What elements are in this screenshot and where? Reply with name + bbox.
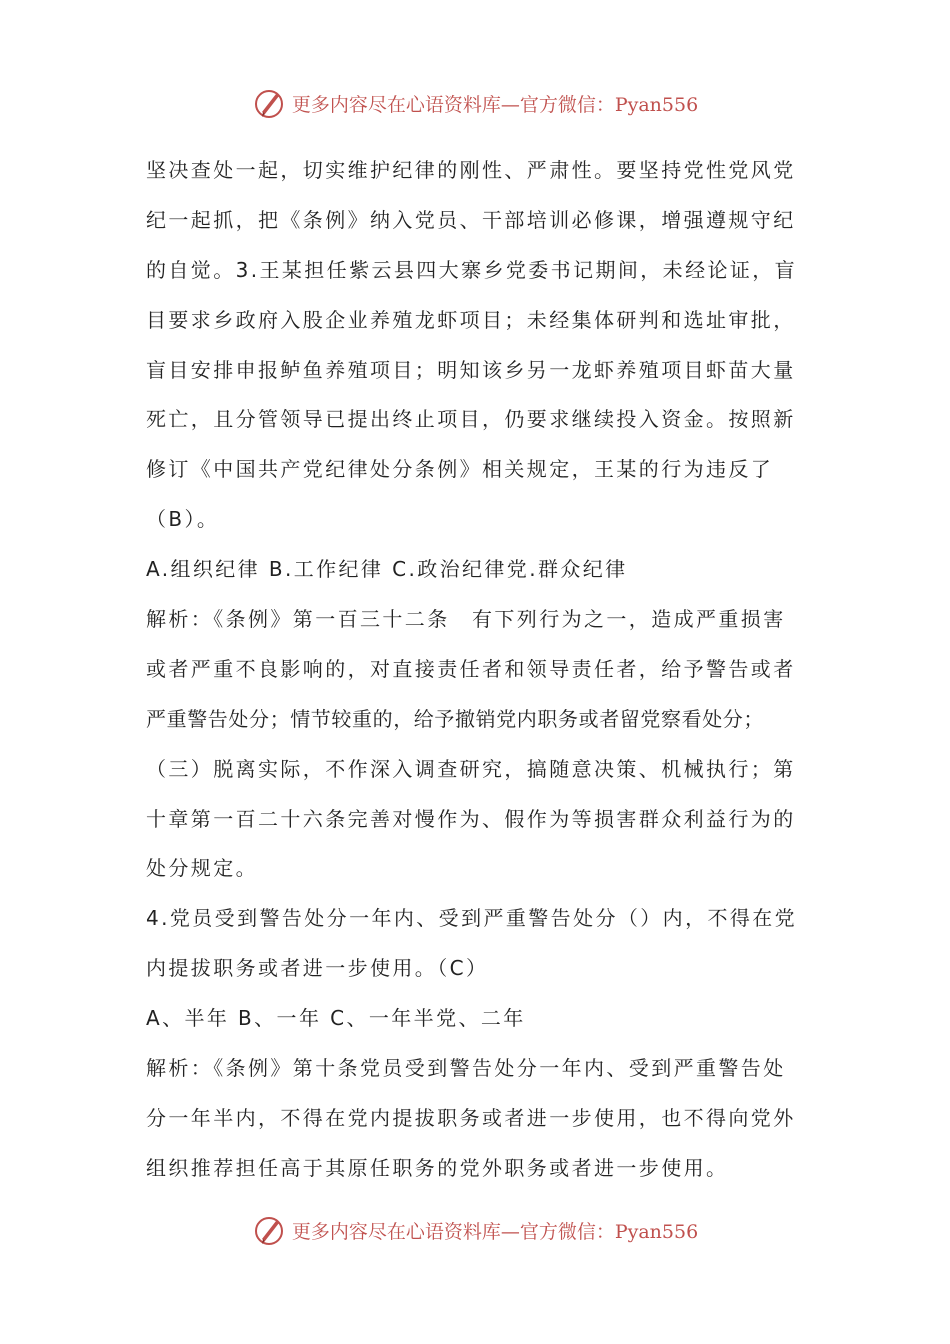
text-line: 盲目安排申报鲈鱼养殖项目；明知该乡另一龙虾养殖项目虾苗大量	[146, 357, 796, 382]
text-line: （三）脱离实际，不作深入调查研究，搞随意决策、机械执行；第	[146, 756, 796, 781]
options-line: A、半年 B、一年 C、一年半党、二年	[146, 1006, 526, 1031]
text-line: 严重警告处分；情节较重的，给予撤销党内职务或者留党察看处分；	[146, 706, 764, 731]
text-line: 组织推荐担任高于其原任职务的党外职务或者进一步使用。	[146, 1155, 729, 1180]
banner-text: 更多内容尽在心语资料库—官方微信：Pyan556	[291, 93, 699, 116]
text-line: 十章第一百二十六条完善对慢作为、假作为等损害群众利益行为的	[146, 806, 796, 831]
pen-circle-logo-icon	[252, 1213, 286, 1247]
question-line: 4.党员受到警告处分一年内、受到严重警告处分（）内，不得在党	[146, 906, 798, 931]
text-line: 内提拔职务或者进一步使用。（C）	[146, 956, 489, 981]
text-line: 或者严重不良影响的，对直接责任者和领导责任者，给予警告或者	[146, 656, 796, 681]
text-line: 坚决查处一起，切实维护纪律的刚性、严肃性。要坚持党性党风党	[146, 158, 796, 182]
text-line: 分一年半内，不得在党内提拔职务或者进一步使用，也不得向党外	[146, 1105, 796, 1130]
answer-line: （B）。	[146, 507, 220, 532]
footer-banner	[0, 1210, 950, 1250]
text-line: 处分规定。	[146, 856, 258, 881]
text-line: 的自觉。3.王某担任紫云县四大寨乡党委书记期间，未经论证，盲	[146, 257, 798, 282]
text-line: 目要求乡政府入股企业养殖龙虾项目；未经集体研判和选址审批，	[146, 307, 796, 332]
text-line: 纪一起抓，把《条例》纳入党员、干部培训必修课，增强遵规守纪	[146, 207, 796, 232]
header-banner	[0, 83, 950, 123]
banner-text: 更多内容尽在心语资料库—官方微信：Pyan556	[291, 1220, 699, 1243]
document-body	[146, 146, 814, 1194]
pen-circle-logo-icon	[252, 86, 286, 120]
analysis-line: 解析：《条例》第一百三十二条 有下列行为之一，造成严重损害	[146, 607, 786, 632]
text-line: 死亡，且分管领导已提出终止项目，仍要求继续投入资金。按照新	[146, 407, 796, 432]
analysis-line: 解析：《条例》第十条党员受到警告处分一年内、受到严重警告处	[146, 1056, 786, 1081]
options-line: A.组织纪律 B.工作纪律 C.政治纪律党.群众纪律	[146, 557, 628, 582]
text-line: 修订《中国共产党纪律处分条例》相关规定，王某的行为违反了	[146, 457, 774, 482]
